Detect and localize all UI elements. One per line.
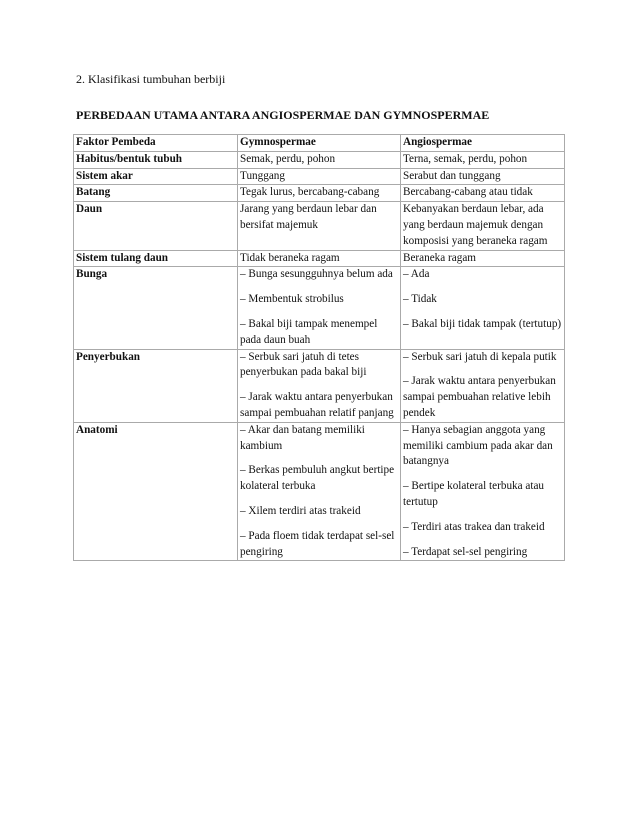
- cell-angiospermae: [401, 168, 565, 185]
- row-label: Daun: [74, 202, 238, 250]
- row-label: Batang: [74, 185, 238, 202]
- cell-text: – Hanya sebagian anggota yang memiliki cambium pada akar dan batangnya: [403, 423, 553, 468]
- header-gymnospermae: Gymnospermae: [238, 135, 401, 152]
- cell-text: Terna, semak, perdu, pohon: [403, 152, 528, 165]
- cell-text: Bercabang-cabang atau tidak: [403, 186, 533, 199]
- table-row: [74, 422, 565, 561]
- cell-text: – Pada floem tidak terdapat sel-sel pengiring: [240, 529, 395, 558]
- row-label: Anatomi: [74, 422, 238, 561]
- cell-text: – Serbuk sari jatuh di tetes penyerbukan pada bakal biji: [240, 350, 367, 379]
- cell-angiospermae: [401, 202, 565, 250]
- table-row: [74, 185, 565, 202]
- cell-gymnospermae: [238, 168, 401, 185]
- cell-angiospermae: [401, 267, 565, 349]
- cell-text: – Membentuk strobilus: [240, 293, 344, 306]
- document-title: PERBEDAAN UTAMA ANTARA ANGIOSPERMAE DAN GYMNOSPERMAE: [76, 108, 490, 122]
- cell-text: Beraneka ragam: [403, 251, 476, 264]
- row-label: Bunga: [74, 267, 238, 349]
- table-row: [74, 202, 565, 250]
- cell-gymnospermae: [238, 202, 401, 250]
- table-row: [74, 349, 565, 422]
- cell-gymnospermae: [238, 151, 401, 168]
- cell-text: – Serbuk sari jatuh di kepala putik: [403, 350, 557, 363]
- row-label: Penyerbukan: [74, 349, 238, 422]
- cell-text: – Terdapat sel-sel pengiring: [403, 545, 528, 558]
- cell-text: – Jarak waktu antara penyerbukan sampai pembuahan relatif panjang: [240, 391, 394, 419]
- cell-text: – Akar dan batang memiliki kambium: [240, 423, 365, 452]
- table-row: [74, 250, 565, 267]
- cell-text: Kebanyakan berdaun lebar, ada yang berdaun majemuk dengan komposisi yang beraneka ragam: [403, 203, 548, 247]
- table-row: [74, 151, 565, 168]
- cell-gymnospermae: [238, 185, 401, 202]
- table-row: [74, 267, 565, 349]
- cell-text: – Bunga sesungguhnya belum ada: [240, 268, 393, 281]
- cell-text: – Ada: [403, 268, 430, 281]
- header-factor: Faktor Pembeda: [74, 135, 238, 152]
- cell-gymnospermae: [238, 422, 401, 561]
- cell-text: Serabut dan tunggang: [403, 169, 501, 182]
- cell-angiospermae: [401, 151, 565, 168]
- cell-angiospermae: [401, 250, 565, 267]
- cell-text: – Bakal biji tidak tampak (tertutup): [403, 317, 562, 330]
- cell-gymnospermae: [238, 250, 401, 267]
- cell-text: – Bertipe kolateral terbuka atau tertutup: [403, 480, 545, 508]
- cell-angiospermae: [401, 422, 565, 561]
- cell-text: – Jarak waktu antara penyerbukan sampai pembuahan relative lebih pendek: [403, 375, 556, 419]
- table-row: [74, 168, 565, 185]
- cell-angiospermae: [401, 349, 565, 422]
- cell-gymnospermae: [238, 349, 401, 422]
- cell-text: Tidak beraneka ragam: [240, 251, 340, 264]
- header-angiospermae: Angiospermae: [401, 135, 565, 152]
- cell-angiospermae: [401, 185, 565, 202]
- cell-text: – Bakal biji tampak menempel pada daun buah: [240, 317, 378, 346]
- row-label: Sistem tulang daun: [74, 250, 238, 267]
- cell-text: Jarang yang berdaun lebar dan bersifat majemuk: [240, 203, 377, 231]
- comparison-table: [73, 134, 565, 561]
- table-body: [74, 151, 565, 561]
- row-label: Sistem akar: [74, 168, 238, 185]
- cell-gymnospermae: [238, 267, 401, 349]
- cell-text: Tunggang: [240, 169, 285, 182]
- section-heading: 2. Klasifikasi tumbuhan berbiji: [76, 72, 226, 86]
- cell-text: – Xilem terdiri atas trakeid: [240, 504, 361, 517]
- cell-text: Tegak lurus, bercabang-cabang: [240, 186, 380, 199]
- cell-text: Semak, perdu, pohon: [240, 152, 336, 165]
- table-header-row: [74, 135, 565, 152]
- cell-text: – Berkas pembuluh angkut bertipe kolateral terbuka: [240, 464, 395, 493]
- row-label: Habitus/bentuk tubuh: [74, 151, 238, 168]
- cell-text: – Tidak: [403, 293, 437, 306]
- cell-text: – Terdiri atas trakea dan trakeid: [403, 520, 545, 533]
